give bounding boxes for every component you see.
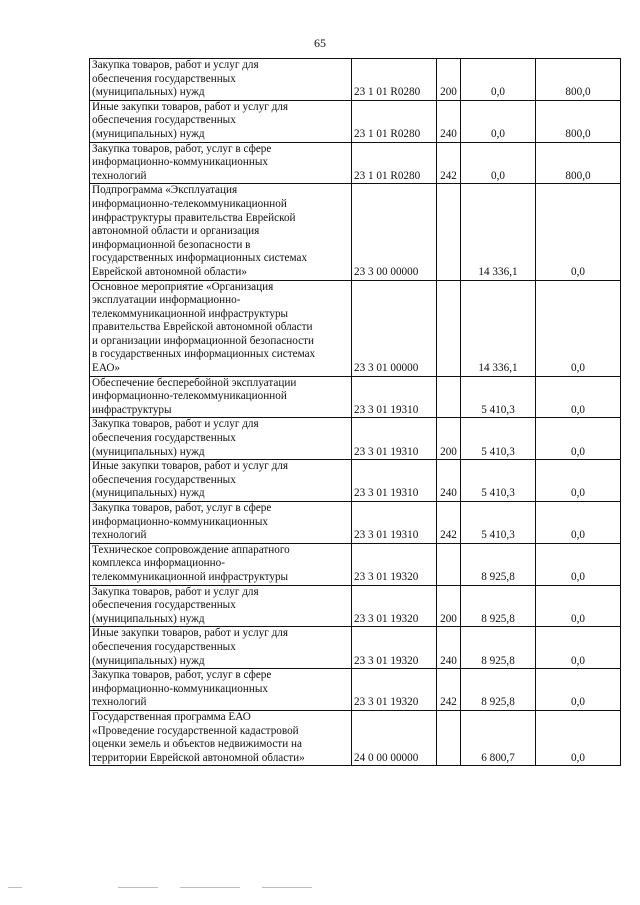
value-1-text: 5 410,3 (481, 529, 515, 542)
page-number: 65 (314, 36, 326, 50)
name-cell (90, 100, 352, 142)
name-text: Техническое сопровождение аппаратного комплекса информационно- телекоммуникационной инфраструктуры (92, 543, 290, 583)
name-cell (90, 142, 352, 184)
code-cell (352, 460, 437, 502)
table-row (90, 585, 621, 627)
value-1-cell (461, 543, 536, 585)
name-cell (90, 418, 352, 460)
expense-type-text: 200 (440, 86, 457, 99)
code-text: 24 0 00 00000 (354, 751, 419, 764)
value-1-cell (461, 710, 536, 765)
table-row (90, 142, 621, 184)
table-row (90, 669, 621, 711)
value-2-text: 0,0 (571, 612, 585, 625)
scan-mark (8, 887, 22, 888)
value-2-text: 0,0 (571, 654, 585, 667)
name-text: Иные закупки товаров, работ и услуг для обеспечения государственных (муниципальных) нужд (92, 460, 289, 500)
table-row (90, 543, 621, 585)
value-1-text: 8 925,8 (481, 570, 515, 583)
value-1-cell (461, 100, 536, 142)
value-1-cell (461, 142, 536, 184)
value-1-text: 5 410,3 (481, 403, 515, 416)
value-1-cell (461, 184, 536, 280)
table-row (90, 184, 621, 280)
code-text: 23 1 01 R0280 (354, 86, 421, 99)
value-2-text: 0,0 (571, 751, 585, 764)
value-2-cell (536, 669, 621, 711)
table-row (90, 376, 621, 418)
code-cell (352, 280, 437, 376)
table-row (90, 59, 621, 101)
expense-type-text: 240 (440, 127, 457, 140)
scan-artifact-marks (0, 887, 640, 893)
value-1-cell (461, 502, 536, 544)
name-cell (90, 585, 352, 627)
code-text: 23 3 00 00000 (354, 265, 419, 278)
name-text: Государственная программа ЕАО «Проведение государственной кадастровой оценки земель и объектов недвижимости на территории Еврейской автономной области» (92, 710, 305, 764)
name-cell (90, 59, 352, 101)
expense-type-cell (437, 280, 461, 376)
name-text: Иные закупки товаров, работ и услуг для обеспечения государственных (муниципальных) нужд (92, 100, 289, 140)
code-cell (352, 184, 437, 280)
value-1-cell (461, 418, 536, 460)
value-1-text: 14 336,1 (478, 265, 518, 278)
expense-type-cell (437, 142, 461, 184)
name-text: Иные закупки товаров, работ и услуг для обеспечения государственных (муниципальных) нужд (92, 627, 289, 667)
code-text: 23 3 01 19310 (354, 529, 419, 542)
expense-type-cell (437, 669, 461, 711)
scan-mark (262, 887, 312, 888)
expense-type-cell (437, 585, 461, 627)
name-cell (90, 669, 352, 711)
budget-table (89, 58, 621, 766)
name-cell (90, 502, 352, 544)
table-row (90, 100, 621, 142)
table-row (90, 502, 621, 544)
value-2-text: 0,0 (571, 529, 585, 542)
code-text: 23 3 01 19310 (354, 403, 419, 416)
name-text: Закупка товаров, работ и услуг для обеспечения государственных (муниципальных) нужд (92, 418, 259, 458)
code-cell (352, 627, 437, 669)
value-1-text: 8 925,8 (481, 696, 515, 709)
name-text: Закупка товаров, работ и услуг для обеспечения государственных (муниципальных) нужд (92, 585, 259, 625)
expense-type-cell (437, 184, 461, 280)
expense-type-cell (437, 627, 461, 669)
code-cell (352, 418, 437, 460)
table-row (90, 627, 621, 669)
name-cell (90, 280, 352, 376)
value-2-cell (536, 627, 621, 669)
expense-type-text: 200 (440, 612, 457, 625)
expense-type-text: 240 (440, 654, 457, 667)
name-cell (90, 460, 352, 502)
code-cell (352, 585, 437, 627)
code-cell (352, 502, 437, 544)
table-row (90, 710, 621, 765)
value-1-text: 0,0 (491, 169, 505, 182)
value-1-cell (461, 280, 536, 376)
budget-table-body (90, 59, 621, 766)
value-1-text: 14 336,1 (478, 362, 518, 375)
value-2-cell (536, 585, 621, 627)
value-2-cell (536, 59, 621, 101)
expense-type-text: 242 (440, 529, 457, 542)
value-2-cell (536, 376, 621, 418)
name-text: Основное мероприятие «Организация эксплуатации информационно- телекоммуникационной инфраструктуры правительства Еврейской автономной области и организации информационной безопасности в государственных информационных системах ЕАО» (92, 280, 316, 375)
expense-type-cell (437, 100, 461, 142)
code-cell (352, 669, 437, 711)
code-cell (352, 142, 437, 184)
value-2-cell (536, 543, 621, 585)
name-cell (90, 376, 352, 418)
code-cell (352, 543, 437, 585)
code-cell (352, 100, 437, 142)
code-cell (352, 59, 437, 101)
name-text: Обеспечение бесперебойной эксплуатации информационно-телекоммуникационной инфраструктуры (92, 376, 297, 416)
value-1-cell (461, 460, 536, 502)
value-2-text: 0,0 (571, 362, 585, 375)
value-1-text: 6 800,7 (481, 751, 515, 764)
value-2-text: 0,0 (571, 265, 585, 278)
code-text: 23 3 01 19310 (354, 445, 419, 458)
value-1-text: 5 410,3 (481, 487, 515, 500)
expense-type-text: 200 (440, 445, 457, 458)
expense-type-cell (437, 543, 461, 585)
expense-type-cell (437, 59, 461, 101)
name-text: Закупка товаров, работ, услуг в сфере информационно-коммуникационных технологий (92, 142, 272, 182)
table-row (90, 280, 621, 376)
expense-type-cell (437, 460, 461, 502)
value-1-text: 5 410,3 (481, 445, 515, 458)
value-2-text: 0,0 (571, 487, 585, 500)
name-text: Закупка товаров, работ и услуг для обеспечения государственных (муниципальных) нужд (92, 59, 259, 99)
value-2-cell (536, 710, 621, 765)
value-2-cell (536, 418, 621, 460)
scan-mark (180, 887, 240, 888)
table-row (90, 418, 621, 460)
expense-type-text: 240 (440, 487, 457, 500)
value-1-cell (461, 585, 536, 627)
value-2-cell (536, 184, 621, 280)
expense-type-cell (437, 710, 461, 765)
name-cell (90, 627, 352, 669)
value-2-cell (536, 142, 621, 184)
value-1-cell (461, 59, 536, 101)
code-cell (352, 376, 437, 418)
value-2-text: 0,0 (571, 403, 585, 416)
value-2-cell (536, 502, 621, 544)
expense-type-cell (437, 502, 461, 544)
code-text: 23 3 01 19320 (354, 570, 419, 583)
value-1-text: 0,0 (491, 86, 505, 99)
value-2-cell (536, 460, 621, 502)
code-text: 23 1 01 R0280 (354, 169, 421, 182)
value-2-text: 800,0 (565, 169, 591, 182)
code-text: 23 3 01 19310 (354, 487, 419, 500)
expense-type-text: 242 (440, 696, 457, 709)
value-2-text: 800,0 (565, 127, 591, 140)
value-1-text: 0,0 (491, 127, 505, 140)
name-cell (90, 543, 352, 585)
value-1-text: 8 925,8 (481, 654, 515, 667)
expense-type-text: 242 (440, 169, 457, 182)
code-text: 23 3 01 19320 (354, 696, 419, 709)
value-1-cell (461, 627, 536, 669)
name-text: Подпрограмма «Эксплуатация информационно-телекоммуникационной инфраструктуры правительства Еврейской автономной области и организация информационной безопасности в государственных информационных системах Еврейской автономной области» (92, 184, 308, 278)
code-text: 23 3 01 00000 (354, 362, 419, 375)
value-1-cell (461, 376, 536, 418)
code-cell (352, 710, 437, 765)
value-1-cell (461, 669, 536, 711)
value-2-text: 800,0 (565, 86, 591, 99)
value-2-text: 0,0 (571, 570, 585, 583)
expense-type-cell (437, 376, 461, 418)
scan-mark (118, 887, 158, 888)
table-row (90, 460, 621, 502)
value-2-cell (536, 280, 621, 376)
value-1-text: 8 925,8 (481, 612, 515, 625)
code-text: 23 1 01 R0280 (354, 127, 421, 140)
name-text: Закупка товаров, работ, услуг в сфере информационно-коммуникационных технологий (92, 502, 272, 542)
code-text: 23 3 01 19320 (354, 654, 419, 667)
value-2-text: 0,0 (571, 696, 585, 709)
name-cell (90, 184, 352, 280)
name-cell (90, 710, 352, 765)
name-text: Закупка товаров, работ, услуг в сфере информационно-коммуникационных технологий (92, 669, 272, 709)
code-text: 23 3 01 19320 (354, 612, 419, 625)
expense-type-cell (437, 418, 461, 460)
value-2-cell (536, 100, 621, 142)
value-2-text: 0,0 (571, 445, 585, 458)
